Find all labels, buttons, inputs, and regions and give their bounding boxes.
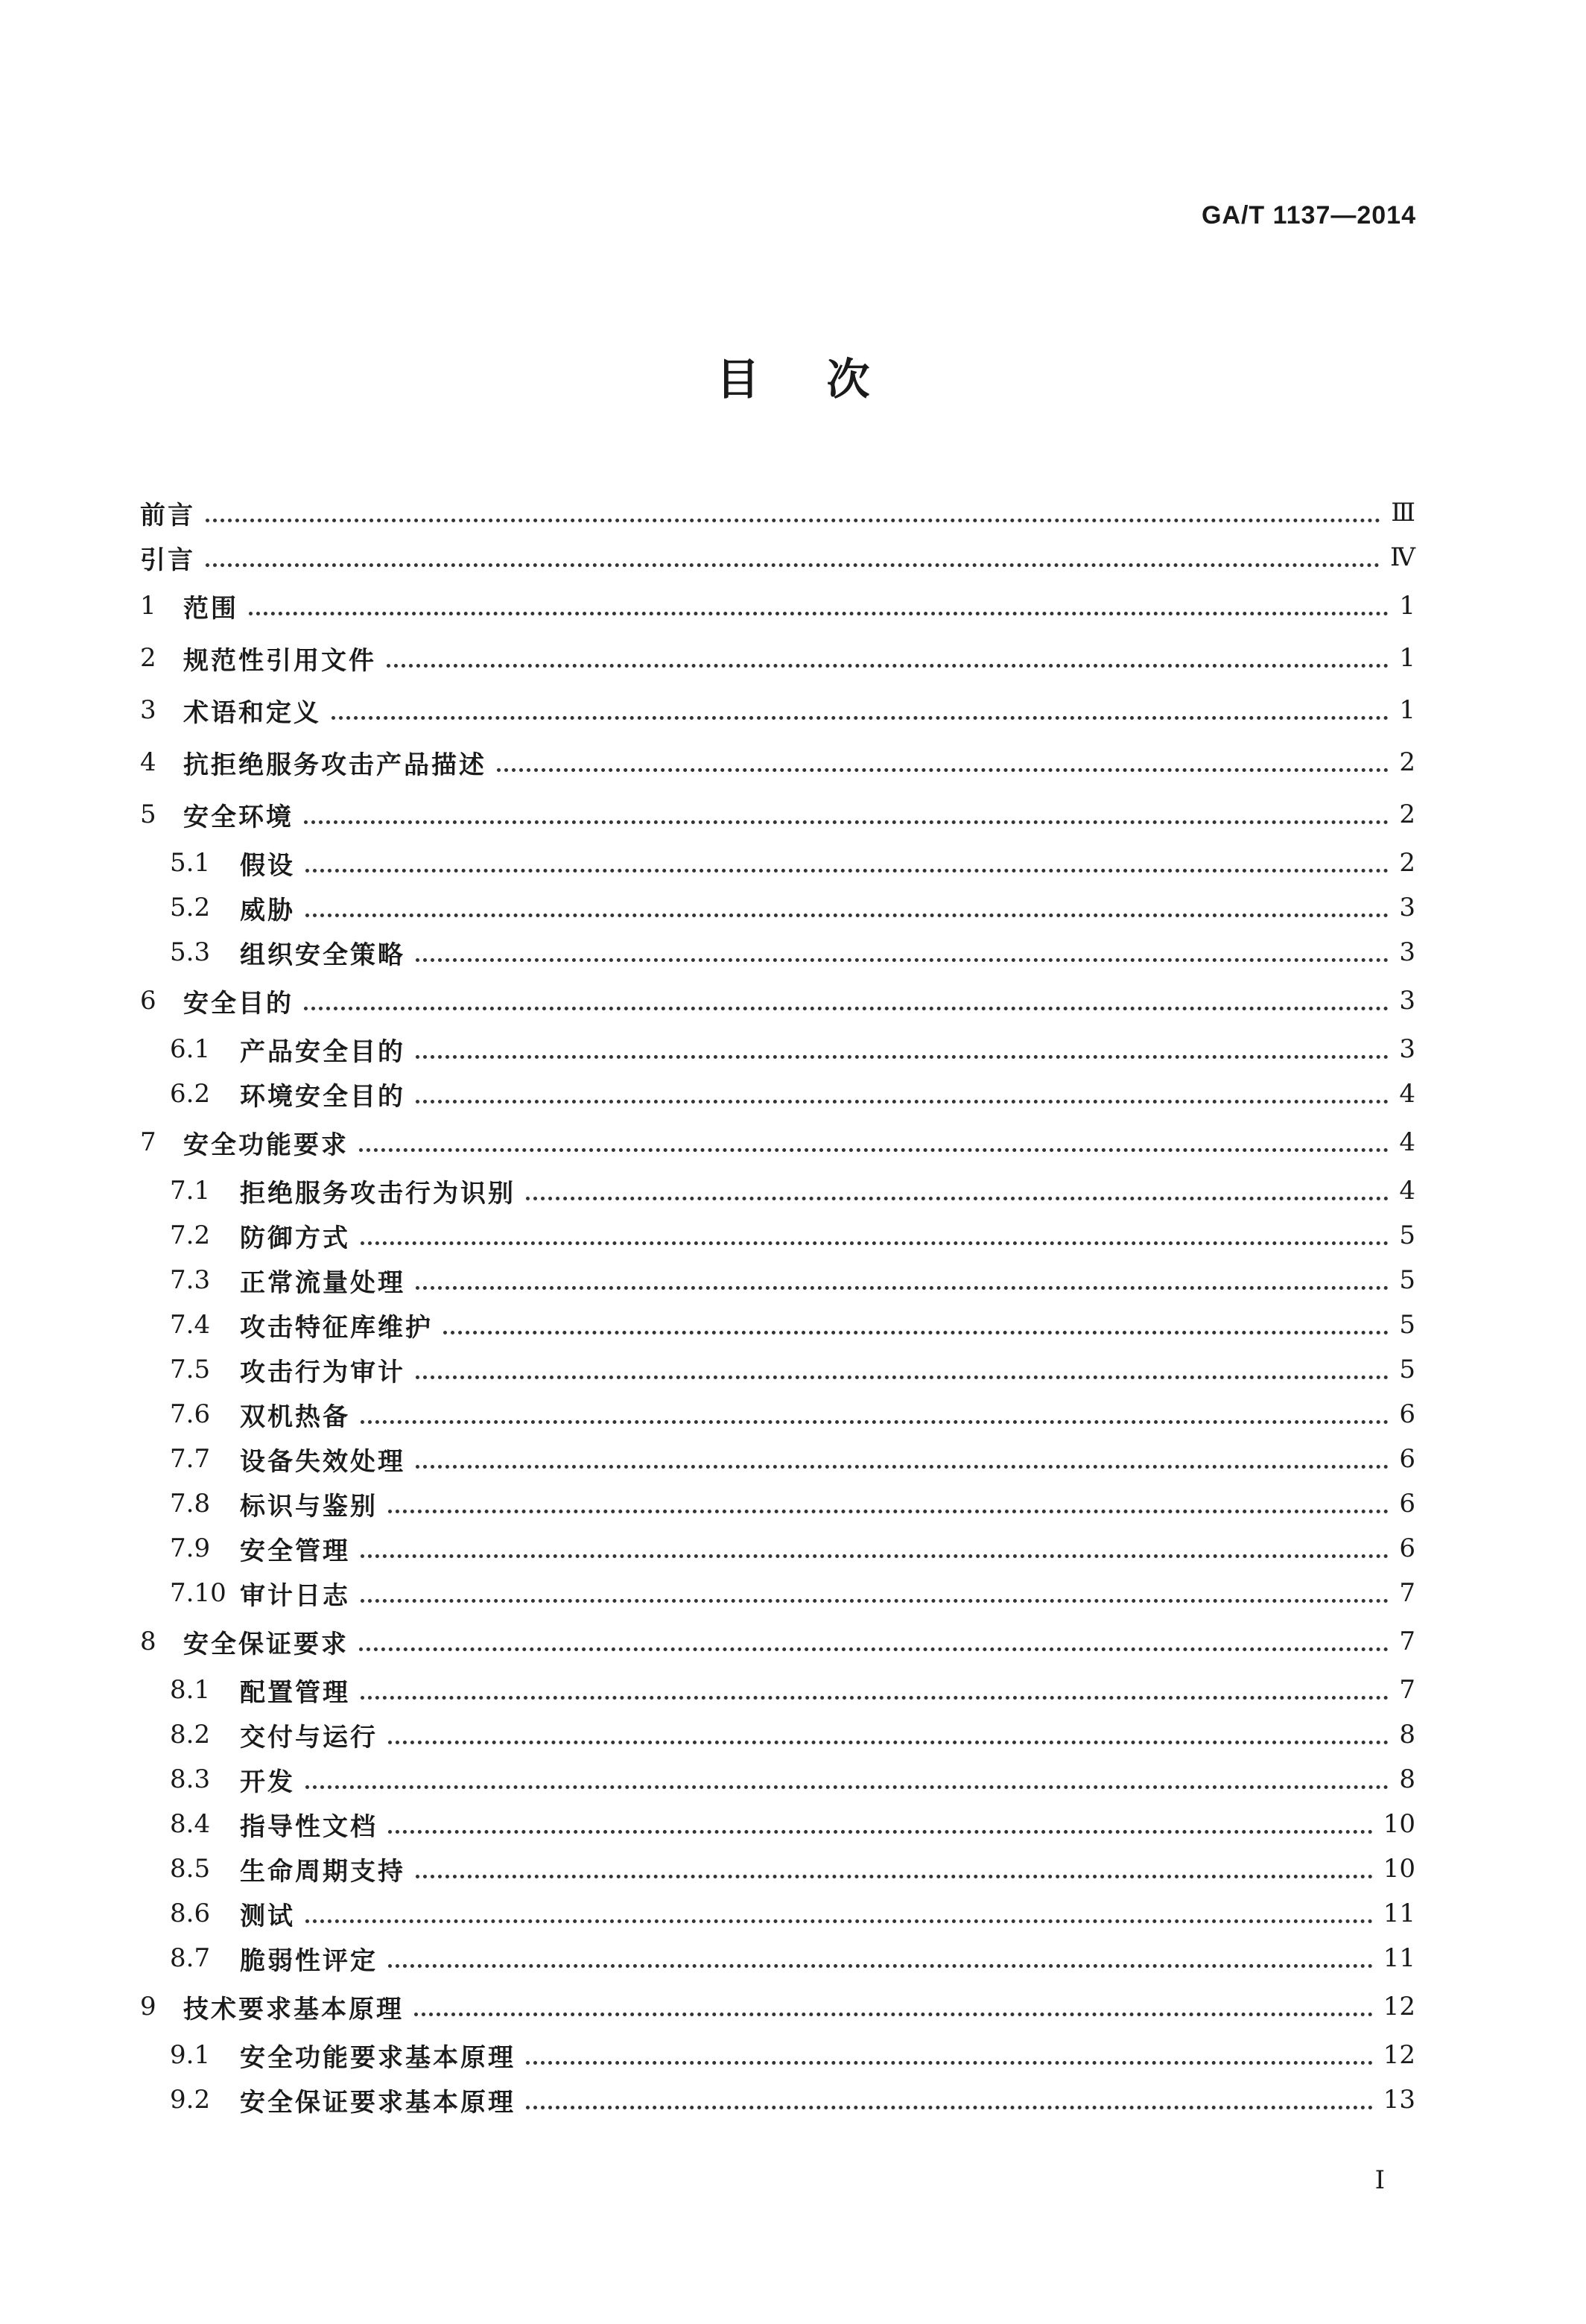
toc-entry-page: 3 — [1399, 893, 1415, 922]
toc-entry[interactable] — [140, 1891, 1415, 1936]
toc-entry-label: 技术要求基本原理 — [183, 1994, 404, 2024]
toc-entry-number: 7.6 — [170, 1399, 211, 1429]
toc-entry[interactable] — [140, 975, 1415, 1027]
standard-code: GA/T 1137—2014 — [1201, 201, 1416, 229]
toc-entry[interactable] — [140, 1668, 1415, 1712]
toc-entry[interactable] — [140, 930, 1415, 975]
toc-entry[interactable] — [140, 1213, 1415, 1258]
toc-entry-number: 9 — [140, 1992, 156, 2021]
toc-entry[interactable] — [140, 1615, 1415, 1668]
toc-entry-number: 5 — [140, 800, 156, 829]
toc-dot-leader — [416, 1100, 1389, 1104]
toc-dot-leader — [416, 1055, 1389, 1059]
toc-entry[interactable] — [140, 1392, 1415, 1437]
toc-dot-leader — [361, 1241, 1389, 1245]
toc-entry-page: 2 — [1399, 747, 1415, 777]
toc-entry-page: 5 — [1399, 1355, 1415, 1384]
toc-entry[interactable] — [140, 535, 1415, 580]
toc-entry-number: 3 — [140, 695, 156, 725]
toc-entry-page: 11 — [1383, 1943, 1415, 1973]
toc-dot-leader — [304, 820, 1389, 824]
toc-entry-label: 测试 — [240, 1901, 295, 1931]
toc-entry[interactable] — [140, 1347, 1415, 1392]
toc-entry[interactable] — [140, 2033, 1415, 2077]
toc-entry[interactable] — [140, 1846, 1415, 1891]
toc-entry-page: 11 — [1383, 1899, 1415, 1928]
toc-entry[interactable] — [140, 1526, 1415, 1571]
toc-entry-label: 交付与运行 — [240, 1722, 378, 1753]
toc-entry-page: 3 — [1399, 986, 1415, 1016]
toc-dot-leader — [388, 1830, 1373, 1834]
toc-entry[interactable] — [140, 1168, 1415, 1213]
toc-entry-page: 1 — [1399, 643, 1415, 673]
toc-entry-page: Ⅳ — [1390, 542, 1415, 572]
toc-dot-leader — [526, 2061, 1373, 2065]
toc-entry-page: 7 — [1399, 1578, 1415, 1608]
toc-entry[interactable] — [140, 736, 1415, 788]
toc-entry[interactable] — [140, 684, 1415, 736]
toc-dot-leader — [388, 1510, 1389, 1513]
toc-entry[interactable] — [140, 1481, 1415, 1526]
toc-entry-page: 12 — [1383, 2040, 1415, 2070]
toc-entry-label: 审计日志 — [240, 1580, 350, 1611]
toc-entry-page: 3 — [1399, 1034, 1415, 1064]
toc-dot-leader — [526, 1197, 1389, 1200]
toc-dot-leader — [416, 1875, 1373, 1878]
toc-entry-number: 9.2 — [170, 2085, 211, 2115]
toc-entry-label: 开发 — [240, 1767, 295, 1797]
toc-entry[interactable] — [140, 1437, 1415, 1481]
toc-entry-label: 正常流量处理 — [240, 1267, 405, 1298]
toc-entry[interactable] — [140, 580, 1415, 632]
toc-dot-leader — [304, 1007, 1389, 1010]
toc-entry-page: 6 — [1399, 1399, 1415, 1429]
toc-entry-number: 7.8 — [170, 1489, 211, 1519]
toc-entry-label: 安全保证要求 — [183, 1629, 349, 1659]
toc-dot-leader — [305, 869, 1389, 873]
toc-entry[interactable] — [140, 632, 1415, 684]
toc-entry[interactable] — [140, 840, 1415, 885]
toc-dot-leader — [416, 958, 1389, 962]
toc-dot-leader — [416, 1465, 1389, 1469]
toc-entry-number: 6.1 — [170, 1034, 211, 1064]
toc-entry-number: 8 — [140, 1627, 156, 1656]
toc-entry-number: 7.4 — [170, 1310, 211, 1340]
toc-entry[interactable] — [140, 1936, 1415, 1981]
toc-entry[interactable] — [140, 788, 1415, 840]
toc-dot-leader — [305, 914, 1389, 917]
toc-entry-number: 8.5 — [170, 1854, 211, 1884]
toc-entry-number: 9.1 — [170, 2040, 211, 2070]
toc-entry[interactable] — [140, 1071, 1415, 1116]
toc-entry-label: 抗拒绝服务攻击产品描述 — [183, 750, 486, 780]
toc-dot-leader — [361, 1599, 1389, 1603]
toc-entry-number: 8.6 — [170, 1899, 211, 1928]
toc-entry-number: 6 — [140, 986, 156, 1016]
toc-dot-leader — [332, 716, 1389, 720]
table-of-contents — [140, 490, 1415, 2122]
toc-entry-label: 拒绝服务攻击行为识别 — [240, 1178, 516, 1209]
toc-entry-label: 安全功能要求基本原理 — [240, 2042, 516, 2073]
toc-entry-number: 5.3 — [170, 937, 211, 967]
toc-entry-label: 生命周期支持 — [240, 1856, 405, 1887]
toc-entry-number: 8.4 — [170, 1809, 211, 1839]
toc-entry-label: 术语和定义 — [183, 697, 321, 728]
toc-entry-number: 4 — [140, 747, 156, 777]
toc-entry-label: 设备失效处理 — [240, 1446, 405, 1477]
toc-dot-leader — [416, 1375, 1389, 1379]
toc-entry-label: 范围 — [183, 593, 238, 624]
toc-entry-number: 7.10 — [170, 1578, 226, 1608]
toc-dot-leader — [388, 1741, 1389, 1744]
toc-entry-number: 7.7 — [170, 1444, 211, 1474]
toc-entry-label: 攻击特征库维护 — [240, 1312, 433, 1343]
toc-entry-page: 10 — [1383, 1809, 1415, 1839]
page-number: I — [1374, 2165, 1385, 2195]
toc-entry[interactable] — [140, 1757, 1415, 1802]
toc-dot-leader — [443, 1331, 1389, 1334]
toc-entry-label: 组织安全策略 — [240, 940, 405, 970]
toc-entry[interactable] — [140, 1027, 1415, 1071]
toc-entry-number: 7 — [140, 1127, 156, 1157]
toc-dot-leader — [249, 612, 1389, 615]
toc-entry-label: 安全功能要求 — [183, 1130, 349, 1160]
toc-entry-page: 2 — [1399, 848, 1415, 878]
toc-dot-leader — [361, 1420, 1389, 1424]
toc-entry-page: 10 — [1383, 1854, 1415, 1884]
toc-entry-page: 4 — [1399, 1176, 1415, 1206]
toc-entry-number: 7.2 — [170, 1220, 211, 1250]
toc-entry-page: 6 — [1399, 1533, 1415, 1563]
toc-entry-label: 安全管理 — [240, 1536, 350, 1566]
toc-entry-page: 5 — [1399, 1220, 1415, 1250]
toc-entry-number: 8.2 — [170, 1720, 211, 1750]
toc-entry-page: 3 — [1399, 937, 1415, 967]
toc-entry-number: 2 — [140, 643, 156, 673]
toc-entry-page: 6 — [1399, 1444, 1415, 1474]
toc-entry-label: 假设 — [240, 850, 295, 881]
toc-entry-page: Ⅲ — [1391, 498, 1415, 528]
toc-dot-leader — [361, 1696, 1389, 1700]
toc-dot-leader — [206, 563, 1380, 567]
toc-entry-page: 2 — [1399, 800, 1415, 829]
toc-entry[interactable] — [140, 1302, 1415, 1347]
toc-entry-number: 8.3 — [170, 1764, 211, 1794]
toc-entry-page: 4 — [1399, 1127, 1415, 1157]
toc-entry-page: 8 — [1399, 1720, 1415, 1750]
toc-entry-page: 4 — [1399, 1079, 1415, 1109]
toc-dot-leader — [416, 1286, 1389, 1290]
toc-entry-label: 规范性引用文件 — [183, 645, 376, 676]
toc-entry-label: 产品安全目的 — [240, 1036, 405, 1067]
toc-entry[interactable] — [140, 1712, 1415, 1757]
toc-entry-page: 5 — [1399, 1310, 1415, 1340]
toc-entry-page: 1 — [1399, 591, 1415, 621]
toc-entry[interactable] — [140, 885, 1415, 930]
toc-dot-leader — [359, 1647, 1389, 1651]
toc-entry-label: 安全环境 — [183, 802, 294, 832]
toc-entry-number: 8.7 — [170, 1943, 211, 1973]
toc-entry-page: 7 — [1399, 1627, 1415, 1656]
toc-dot-leader — [206, 519, 1380, 522]
toc-entry-page: 7 — [1399, 1675, 1415, 1705]
toc-entry-label: 脆弱性评定 — [240, 1945, 378, 1976]
toc-dot-leader — [361, 1554, 1389, 1558]
toc-entry[interactable] — [140, 1981, 1415, 2033]
toc-dot-leader — [388, 1964, 1373, 1968]
toc-entry-page: 8 — [1399, 1764, 1415, 1794]
toc-entry-label: 安全保证要求基本原理 — [240, 2087, 516, 2118]
toc-entry-label: 引言 — [140, 545, 195, 575]
toc-entry[interactable] — [140, 1258, 1415, 1302]
page-title: 目次 — [716, 354, 937, 405]
toc-entry-label: 前言 — [140, 500, 195, 531]
toc-entry-number: 7.5 — [170, 1355, 211, 1384]
toc-entry[interactable] — [140, 490, 1415, 535]
toc-entry-number: 5.2 — [170, 893, 211, 922]
toc-entry-label: 指导性文档 — [240, 1811, 378, 1842]
toc-entry-label: 标识与鉴别 — [240, 1491, 378, 1522]
toc-entry[interactable] — [140, 1802, 1415, 1846]
toc-entry-page: 13 — [1383, 2085, 1415, 2115]
toc-entry-page: 6 — [1399, 1489, 1415, 1519]
toc-entry-number: 7.3 — [170, 1265, 211, 1295]
toc-entry-label: 威胁 — [240, 895, 295, 925]
toc-dot-leader — [305, 1919, 1373, 1923]
toc-entry-number: 5.1 — [170, 848, 211, 878]
toc-entry-number: 8.1 — [170, 1675, 211, 1705]
toc-entry[interactable] — [140, 1571, 1415, 1615]
toc-entry[interactable] — [140, 2077, 1415, 2122]
toc-dot-leader — [497, 768, 1389, 772]
toc-dot-leader — [387, 664, 1389, 668]
toc-entry-label: 双机热备 — [240, 1402, 350, 1432]
toc-entry-number: 6.2 — [170, 1079, 211, 1109]
toc-entry-label: 攻击行为审计 — [240, 1357, 405, 1387]
toc-dot-leader — [305, 1785, 1389, 1789]
toc-entry-label: 防御方式 — [240, 1223, 350, 1253]
toc-entry[interactable] — [140, 1116, 1415, 1168]
toc-entry-number: 1 — [140, 591, 156, 621]
toc-entry-label: 安全目的 — [183, 988, 294, 1019]
toc-dot-leader — [414, 2013, 1373, 2016]
toc-entry-page: 5 — [1399, 1265, 1415, 1295]
toc-entry-number: 7.1 — [170, 1176, 211, 1206]
toc-entry-page: 12 — [1383, 1992, 1415, 2021]
toc-entry-label: 环境安全目的 — [240, 1081, 405, 1112]
toc-entry-page: 1 — [1399, 695, 1415, 725]
toc-dot-leader — [359, 1148, 1389, 1152]
toc-entry-number: 7.9 — [170, 1533, 211, 1563]
toc-dot-leader — [526, 2106, 1373, 2109]
toc-entry-label: 配置管理 — [240, 1677, 350, 1708]
